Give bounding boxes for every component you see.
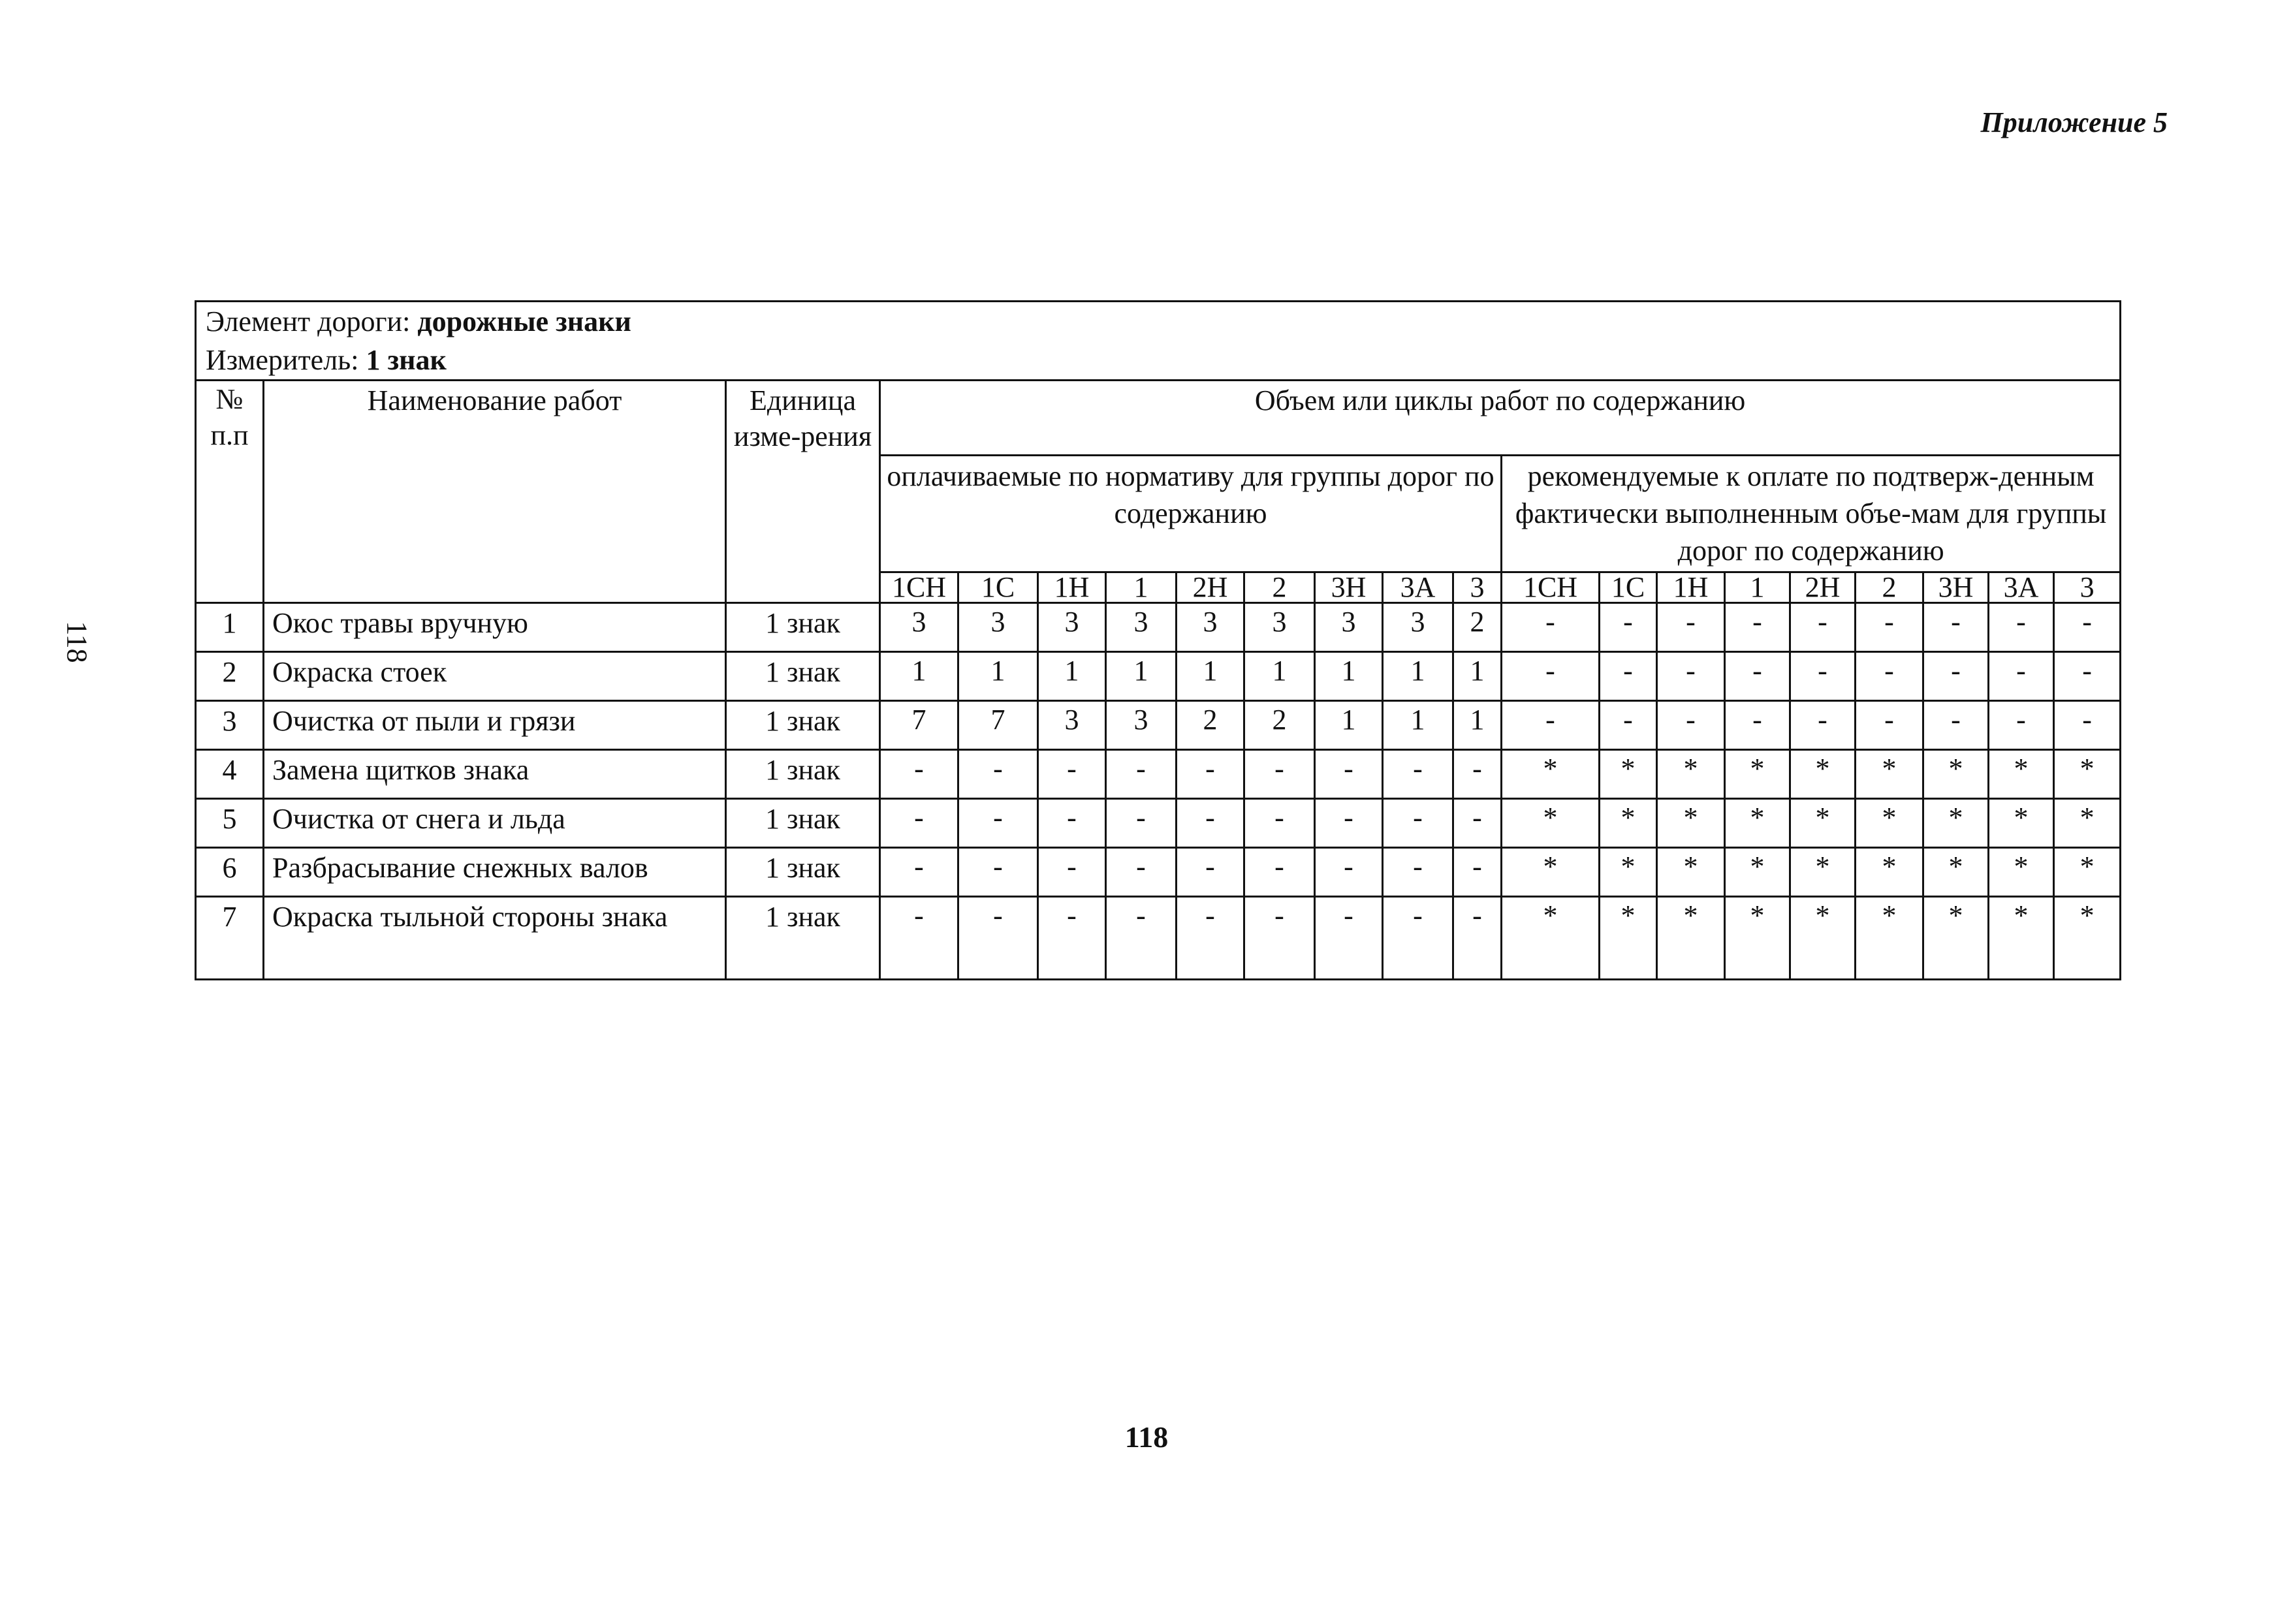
- recommended-cell: -: [1856, 602, 1923, 651]
- row-work-name: Очистка от пыли и грязи: [264, 700, 726, 749]
- paid-cell: 3: [1106, 602, 1177, 651]
- paid-cell: -: [1383, 798, 1453, 847]
- header-columns-row: [196, 381, 2121, 456]
- paid-cell: -: [880, 798, 958, 847]
- paid-cell: 1: [1453, 700, 1502, 749]
- recommended-cell: -: [1989, 651, 2054, 700]
- paid-cell: -: [958, 896, 1038, 979]
- recommended-cell: -: [1725, 602, 1790, 651]
- sub-recommended-header: рекомендуемые к оплате по подтверж-денным фактически выполненным объе-мам для группы дорог по содержанию: [1502, 456, 2121, 572]
- recommended-cell: *: [1790, 749, 1856, 798]
- recommended-cell: -: [1657, 700, 1725, 749]
- paid-cell: 3: [958, 602, 1038, 651]
- group-header-paid: 1СН: [880, 572, 958, 602]
- recommended-cell: *: [1989, 798, 2054, 847]
- sub-paid-header: оплачиваемые по нормативу для группы дорог по содержанию: [880, 456, 1502, 572]
- paid-cell: -: [1315, 847, 1383, 896]
- row-work-name: Очистка от снега и льда: [264, 798, 726, 847]
- paid-cell: 1: [880, 651, 958, 700]
- paid-cell: 2: [1453, 602, 1502, 651]
- recommended-cell: -: [1790, 651, 1856, 700]
- paid-cell: 1: [1383, 700, 1453, 749]
- row-unit: 1 знак: [726, 896, 880, 979]
- paid-cell: 1: [1177, 651, 1244, 700]
- row-unit: 1 знак: [726, 651, 880, 700]
- paid-cell: 1: [958, 651, 1038, 700]
- recommended-cell: *: [2054, 798, 2121, 847]
- row-unit: 1 знак: [726, 749, 880, 798]
- recommended-cell: -: [1600, 651, 1657, 700]
- group-header-recommended: 2Н: [1790, 572, 1856, 602]
- recommended-cell: -: [1657, 602, 1725, 651]
- col-unit-header: Единица изме-рения: [726, 381, 880, 603]
- paid-cell: 2: [1244, 700, 1315, 749]
- row-unit: 1 знак: [726, 602, 880, 651]
- paid-cell: -: [1106, 798, 1177, 847]
- recommended-cell: -: [1923, 651, 1989, 700]
- recommended-cell: *: [1657, 798, 1725, 847]
- recommended-cell: -: [1502, 651, 1600, 700]
- row-number: 1: [196, 602, 264, 651]
- recommended-cell: *: [1725, 847, 1790, 896]
- works-table: [195, 300, 2121, 980]
- recommended-cell: *: [1790, 798, 1856, 847]
- table-row: [196, 749, 2121, 798]
- group-header-paid: 1С: [958, 572, 1038, 602]
- group-header-paid: 3: [1453, 572, 1502, 602]
- recommended-cell: *: [1657, 896, 1725, 979]
- row-work-name: Разбрасывание снежных валов: [264, 847, 726, 896]
- recommended-cell: *: [1856, 749, 1923, 798]
- recommended-cell: -: [1725, 700, 1790, 749]
- recommended-cell: *: [1856, 847, 1923, 896]
- page-number: 118: [1124, 1420, 1169, 1454]
- recommended-cell: -: [1790, 602, 1856, 651]
- paid-cell: -: [1453, 798, 1502, 847]
- recommended-cell: -: [1923, 700, 1989, 749]
- group-header-paid: 2: [1244, 572, 1315, 602]
- paid-cell: 3: [1177, 602, 1244, 651]
- table-row: [196, 896, 2121, 979]
- recommended-cell: -: [1989, 602, 2054, 651]
- recommended-cell: *: [1790, 896, 1856, 979]
- recommended-cell: -: [1502, 700, 1600, 749]
- recommended-cell: -: [1725, 651, 1790, 700]
- paid-cell: 7: [958, 700, 1038, 749]
- row-work-name: Окраска тыльной стороны знака: [264, 896, 726, 979]
- recommended-cell: *: [1923, 847, 1989, 896]
- paid-cell: -: [1106, 749, 1177, 798]
- recommended-cell: -: [1856, 651, 1923, 700]
- element-label: Элемент дороги:: [206, 305, 411, 337]
- recommended-cell: -: [1790, 700, 1856, 749]
- paid-cell: -: [1106, 847, 1177, 896]
- recommended-cell: *: [1989, 749, 2054, 798]
- group-header-recommended: 1СН: [1502, 572, 1600, 602]
- col-volume-header: Объем или циклы работ по содержанию: [880, 381, 2121, 456]
- recommended-cell: -: [1600, 602, 1657, 651]
- element-value: дорожные знаки: [417, 305, 631, 337]
- paid-cell: -: [1453, 749, 1502, 798]
- recommended-cell: -: [1989, 700, 2054, 749]
- row-unit: 1 знак: [726, 700, 880, 749]
- paid-cell: 3: [1315, 602, 1383, 651]
- recommended-cell: *: [1600, 847, 1657, 896]
- col-number-header: № п.п: [196, 381, 264, 603]
- paid-cell: -: [1177, 749, 1244, 798]
- paid-cell: -: [1383, 847, 1453, 896]
- paid-cell: -: [880, 896, 958, 979]
- paid-cell: 1: [1453, 651, 1502, 700]
- paid-cell: 3: [1244, 602, 1315, 651]
- recommended-cell: *: [1923, 896, 1989, 979]
- paid-cell: 7: [880, 700, 958, 749]
- group-header-recommended: 2: [1856, 572, 1923, 602]
- paid-cell: -: [1244, 798, 1315, 847]
- paid-cell: -: [880, 749, 958, 798]
- recommended-cell: *: [2054, 896, 2121, 979]
- group-header-recommended: 1С: [1600, 572, 1657, 602]
- row-work-name: Замена щитков знака: [264, 749, 726, 798]
- paid-cell: -: [1244, 896, 1315, 979]
- recommended-cell: *: [1600, 896, 1657, 979]
- recommended-cell: *: [1502, 749, 1600, 798]
- paid-cell: -: [1038, 896, 1106, 979]
- row-number: 7: [196, 896, 264, 979]
- paid-cell: 1: [1315, 651, 1383, 700]
- paid-cell: -: [1038, 749, 1106, 798]
- paid-cell: 1: [1244, 651, 1315, 700]
- unit-label: Измеритель:: [206, 344, 359, 376]
- paid-cell: 1: [1383, 651, 1453, 700]
- header-unit-row: [196, 341, 2121, 381]
- recommended-cell: *: [1856, 896, 1923, 979]
- row-number: 4: [196, 749, 264, 798]
- paid-cell: -: [1453, 896, 1502, 979]
- recommended-cell: *: [2054, 847, 2121, 896]
- paid-cell: 3: [880, 602, 958, 651]
- row-number: 5: [196, 798, 264, 847]
- paid-cell: -: [1244, 847, 1315, 896]
- table-row: [196, 700, 2121, 749]
- paid-cell: -: [1177, 798, 1244, 847]
- paid-cell: -: [1177, 896, 1244, 979]
- recommended-cell: -: [1657, 651, 1725, 700]
- col-name-header: Наименование работ: [264, 381, 726, 603]
- paid-cell: -: [1177, 847, 1244, 896]
- recommended-cell: -: [2054, 700, 2121, 749]
- header-element-row: [196, 302, 2121, 341]
- table-row: [196, 847, 2121, 896]
- table-row: [196, 602, 2121, 651]
- group-header-paid: 3Н: [1315, 572, 1383, 602]
- table-row: [196, 798, 2121, 847]
- group-header-paid: 1: [1106, 572, 1177, 602]
- recommended-cell: *: [1657, 847, 1725, 896]
- paid-cell: 3: [1038, 700, 1106, 749]
- table-row: [196, 651, 2121, 700]
- row-unit: 1 знак: [726, 847, 880, 896]
- recommended-cell: *: [1657, 749, 1725, 798]
- row-work-name: Окос травы вручную: [264, 602, 726, 651]
- group-header-recommended: 3А: [1989, 572, 2054, 602]
- recommended-cell: *: [1923, 798, 1989, 847]
- paid-cell: -: [1244, 749, 1315, 798]
- row-number: 6: [196, 847, 264, 896]
- paid-cell: -: [1383, 749, 1453, 798]
- recommended-cell: -: [1923, 602, 1989, 651]
- row-number: 2: [196, 651, 264, 700]
- recommended-cell: *: [1725, 798, 1790, 847]
- group-header-recommended: 3: [2054, 572, 2121, 602]
- recommended-cell: *: [1725, 749, 1790, 798]
- paid-cell: -: [1038, 847, 1106, 896]
- paid-cell: 1: [1315, 700, 1383, 749]
- row-work-name: Окраска стоек: [264, 651, 726, 700]
- recommended-cell: -: [1502, 602, 1600, 651]
- paid-cell: -: [1315, 749, 1383, 798]
- paid-cell: -: [1315, 896, 1383, 979]
- appendix-label: Приложение 5: [1980, 106, 2168, 138]
- paid-cell: -: [1453, 847, 1502, 896]
- paid-cell: -: [1383, 896, 1453, 979]
- paid-cell: -: [958, 749, 1038, 798]
- paid-cell: -: [880, 847, 958, 896]
- group-header-recommended: 1: [1725, 572, 1790, 602]
- group-header-recommended: 3Н: [1923, 572, 1989, 602]
- side-page-number: 118: [61, 621, 93, 663]
- recommended-cell: *: [2054, 749, 2121, 798]
- paid-cell: -: [958, 847, 1038, 896]
- paid-cell: 2: [1177, 700, 1244, 749]
- group-header-recommended: 1Н: [1657, 572, 1725, 602]
- paid-cell: -: [1106, 896, 1177, 979]
- recommended-cell: *: [1502, 798, 1600, 847]
- recommended-cell: *: [1989, 847, 2054, 896]
- recommended-cell: *: [1502, 847, 1600, 896]
- recommended-cell: -: [1856, 700, 1923, 749]
- paid-cell: -: [1038, 798, 1106, 847]
- group-header-paid: 1Н: [1038, 572, 1106, 602]
- paid-cell: 3: [1383, 602, 1453, 651]
- recommended-cell: *: [1856, 798, 1923, 847]
- paid-cell: 1: [1038, 651, 1106, 700]
- recommended-cell: *: [1725, 896, 1790, 979]
- row-number: 3: [196, 700, 264, 749]
- recommended-cell: -: [2054, 651, 2121, 700]
- group-header-paid: 3А: [1383, 572, 1453, 602]
- recommended-cell: -: [2054, 602, 2121, 651]
- group-header-paid: 2Н: [1177, 572, 1244, 602]
- paid-cell: -: [958, 798, 1038, 847]
- unit-value: 1 знак: [366, 344, 447, 376]
- paid-cell: 1: [1106, 651, 1177, 700]
- recommended-cell: *: [1600, 798, 1657, 847]
- recommended-cell: *: [1600, 749, 1657, 798]
- paid-cell: 3: [1106, 700, 1177, 749]
- paid-cell: -: [1315, 798, 1383, 847]
- row-unit: 1 знак: [726, 798, 880, 847]
- recommended-cell: *: [1502, 896, 1600, 979]
- recommended-cell: *: [1923, 749, 1989, 798]
- paid-cell: 3: [1038, 602, 1106, 651]
- recommended-cell: *: [1989, 896, 2054, 979]
- recommended-cell: -: [1600, 700, 1657, 749]
- recommended-cell: *: [1790, 847, 1856, 896]
